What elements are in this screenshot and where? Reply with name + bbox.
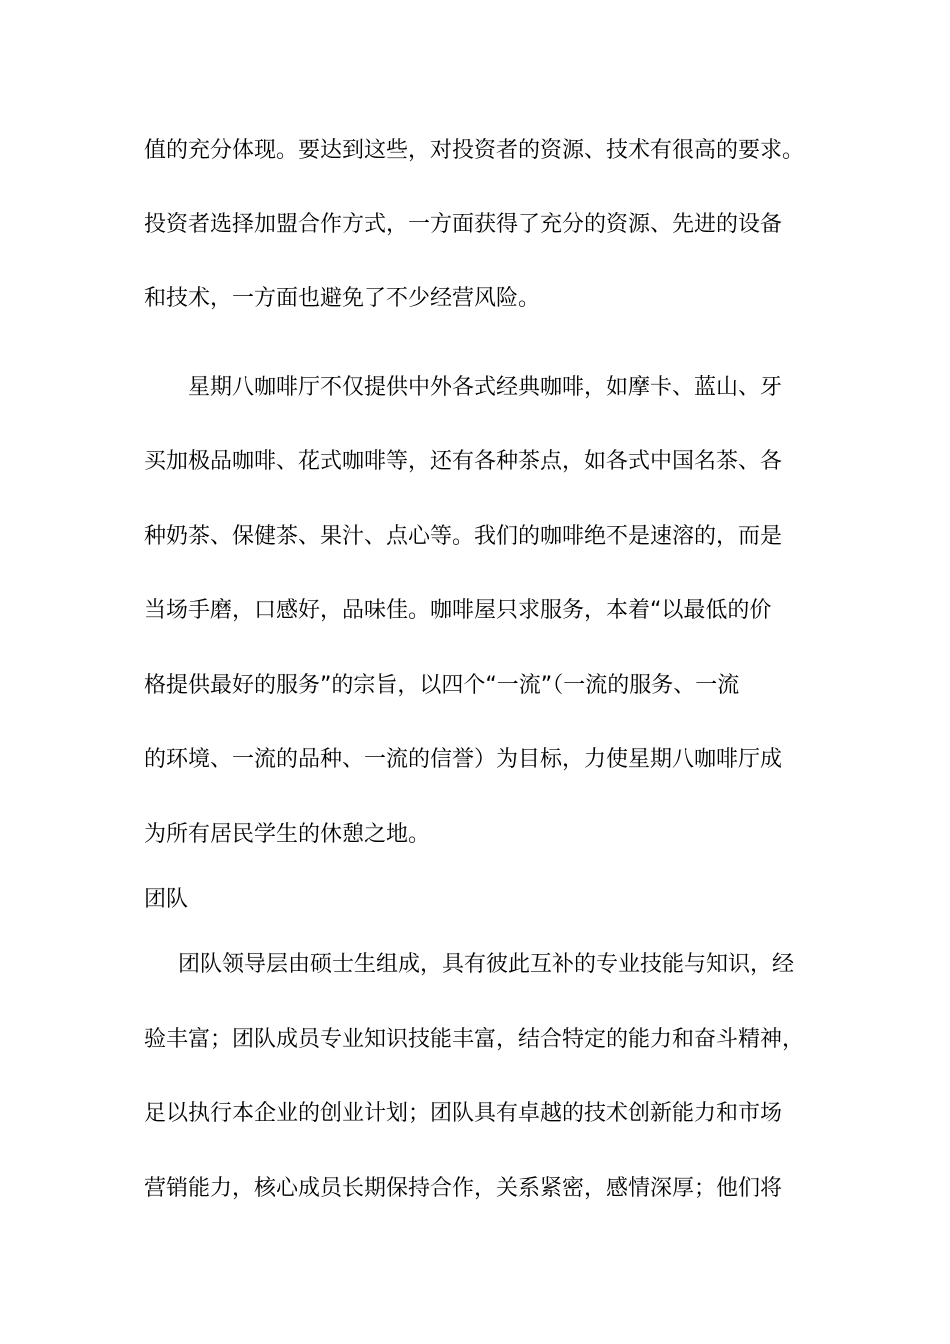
text-line: 买加极品咖啡、花式咖啡等，还有各种茶点，如各式中国名茶、各	[144, 449, 783, 474]
text-line: 的环境、一流的品种、一流的信誉）为目标，力使星期八咖啡厅成	[144, 747, 783, 772]
text-line: 格提供最好的服务”的宗旨，以四个“一流”（一流的服务、一流	[144, 673, 740, 698]
text-line: 投资者选择加盟合作方式，一方面获得了充分的资源、先进的设备	[144, 212, 783, 237]
text-line: 和技术，一方面也避免了不少经营风险。	[144, 286, 541, 311]
text-line: 种奶茶、保健茶、果汁、点心等。我们的咖啡绝不是速溶的，而是	[144, 524, 783, 549]
section-heading: 团队	[144, 887, 189, 912]
text-line: 星期八咖啡厅不仅提供中外各式经典咖啡，如摩卡、蓝山、牙	[188, 375, 783, 400]
text-line: 验丰富；团队成员专业知识技能丰富，结合特定的能力和奋斗精神，	[144, 1027, 805, 1052]
text-line: 为所有居民学生的休憩之地。	[144, 822, 431, 847]
text-line: 团队领导层由硕士生组成，具有彼此互补的专业技能与知识，经	[178, 952, 795, 977]
text-line: 营销能力，核心成员长期保持合作，关系紧密，感情深厚；他们将	[144, 1176, 783, 1201]
text-line: 当场手磨，口感好，品味佳。咖啡屋只求服务，本着“以最低的价	[144, 598, 772, 623]
text-line: 值的充分体现。要达到这些，对投资者的资源、技术有很高的要求。	[144, 138, 805, 163]
text-line: 足以执行本企业的创业计划；团队具有卓越的技术创新能力和市场	[144, 1101, 783, 1126]
